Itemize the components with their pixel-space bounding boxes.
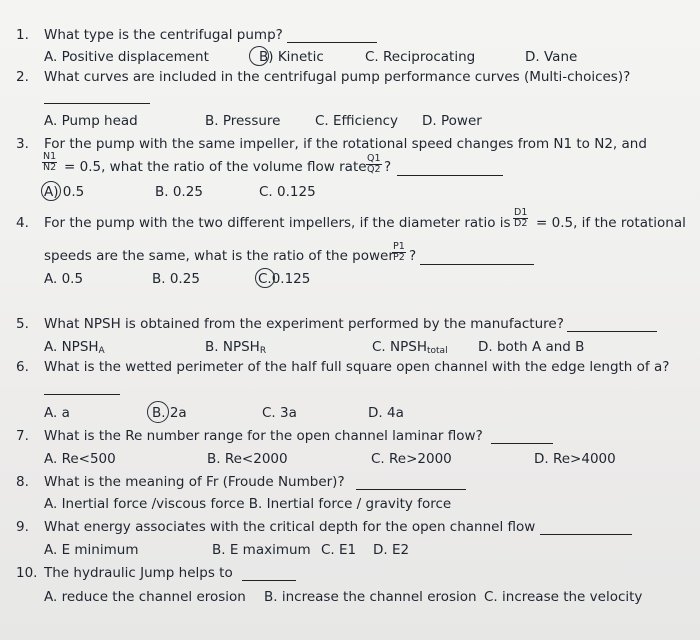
q9-option-d: D. E2 [373,542,410,558]
flow-ratio-numerator: Q1 [367,153,381,164]
question-4-number: 4. [16,215,29,231]
q5-option-b [205,338,266,360]
question-3-text-2: = 0.5, what the ratio of the volume flow rate [64,159,367,175]
q2-option-a: A. Pump head [44,113,138,129]
speed-ratio-fraction [42,152,57,173]
q7-option-a: A. Re<500 [44,451,116,467]
q5-option-b-subscript: R [259,346,267,356]
question-10-number: 10. [16,565,38,581]
question-9-text: What energy associates with the critical depth for the open channel flow [44,519,536,535]
q6-option-c: C. 3a [262,405,297,421]
question-3-end: ? [384,159,392,175]
power-ratio-fraction [392,242,406,263]
q10-option-c: C. increase the velocity [484,589,643,605]
question-1-number: 1. [16,27,29,43]
q10-option-a: A. reduce the channel erosion [44,589,246,605]
q3-option-c: C. 0.125 [259,184,316,200]
answer-blank-1[interactable] [287,42,377,43]
answer-blank-7[interactable] [491,443,553,444]
answer-blank-10[interactable] [242,580,296,581]
q4-option-a: A. 0.5 [44,271,84,287]
q7-option-b: B. Re<2000 [207,451,288,467]
answer-blank-9[interactable] [540,534,632,535]
q1-option-d: D. Vane [525,49,578,65]
q8-options: A. Inertial force /viscous force B. Inertial force / gravity force [44,496,452,512]
question-10-text: The hydraulic Jump helps to [44,565,233,581]
question-8-number: 8. [16,474,29,490]
answer-blank-2[interactable] [44,103,150,104]
q5-option-a [44,338,105,360]
question-6-number: 6. [16,359,29,375]
q1-option-c: C. Reciprocating [365,49,476,65]
question-1-text: What type is the centrifugal pump? [44,27,283,43]
answer-blank-6[interactable] [44,394,120,395]
q7-option-d: D. Re>4000 [534,451,616,467]
question-4-text: For the pump with the two different impellers, if the diameter ratio is [44,215,511,231]
q3-option-b: B. 0.25 [155,184,203,200]
q4-option-b: B. 0.25 [152,271,200,287]
q2-option-b: B. Pressure [205,113,281,129]
q5-option-c-label: C. NPSH [372,339,427,355]
diameter-ratio-numerator: D1 [514,207,528,218]
q9-option-c: C. E1 [321,542,357,558]
question-9-number: 9. [16,519,29,535]
question-5-text: What NPSH is obtained from the experiment performed by the manufacture? [44,316,564,332]
question-3-number: 3. [16,136,29,152]
q5-option-b-label: B. NPSH [205,339,260,355]
q2-option-d: D. Power [422,113,482,129]
flow-ratio-denominator: Q2 [367,164,381,175]
flow-rate-ratio-fraction [366,154,382,175]
power-ratio-numerator: P1 [393,241,405,252]
q6-option-b: B. 2a [152,405,187,421]
diameter-ratio-denominator: D2 [514,218,528,229]
q5-option-c [372,338,448,360]
q5-option-c-subscript: total [426,346,448,356]
q6-option-d: D. 4a [368,405,404,421]
q4-option-c: C.0.125 [258,271,311,287]
diameter-ratio-fraction [513,208,528,229]
question-4-text-after: = 0.5, if the rotational [536,215,686,231]
q1-option-b: B) Kinetic [259,49,324,65]
q10-option-b: B. increase the channel erosion [264,589,477,605]
power-ratio-denominator: P2 [393,252,405,263]
q5-option-d: D. both A and B [478,339,585,355]
speed-ratio-denominator: N2 [43,162,57,173]
question-5-number: 5. [16,316,29,332]
question-4-text-2: speeds are the same, what is the ratio of the power [44,248,394,264]
answer-blank-4[interactable] [420,264,534,265]
question-7-text: What is the Re number range for the open channel laminar flow? [44,428,483,444]
speed-ratio-numerator: N1 [43,151,57,162]
question-4-end: ? [409,248,417,264]
answer-blank-5[interactable] [567,331,657,332]
q3-option-a: A) 0.5 [44,184,85,200]
q2-option-c: C. Efficiency [315,113,399,129]
q5-option-a-label: A. NPSH [44,339,99,355]
q9-option-b: B. E maximum [212,542,311,558]
answer-blank-3[interactable] [397,175,503,176]
q5-option-a-subscript: A [98,346,105,356]
q1-option-a: A. Positive displacement [44,49,209,65]
q6-option-a: A. a [44,405,70,421]
question-2-text: What curves are included in the centrifugal pump performance curves (Multi-choices)? [44,69,631,85]
answer-blank-8[interactable] [356,489,466,490]
question-8-text: What is the meaning of Fr (Froude Number)? [44,474,345,490]
question-3-text: For the pump with the same impeller, if the rotational speed changes from N1 to N2, and [44,136,647,152]
q7-option-c: C. Re>2000 [371,451,452,467]
q9-option-a: A. E minimum [44,542,139,558]
question-7-number: 7. [16,428,29,444]
question-6-text: What is the wetted perimeter of the half full square open channel with the edge length of a? [44,359,670,375]
question-2-number: 2. [16,69,29,85]
